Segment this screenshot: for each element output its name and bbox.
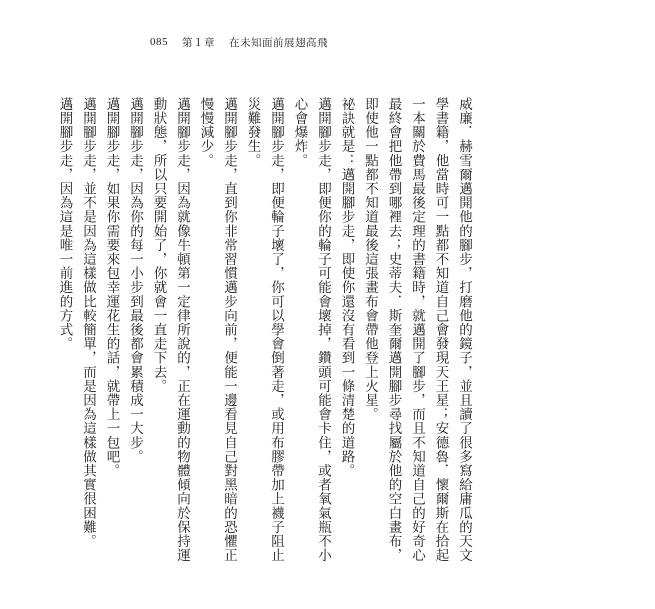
- paragraph-8: 邁開腳步走，如果你需要來包幸運花生的話，就帶上一包吧。: [103, 97, 120, 478]
- paragraph-10: 邁開腳步走，因為這是唯一前進的方式。: [56, 97, 73, 351]
- paragraph-2: 祕訣就是：邁開腳步走，即使你還沒有看到一條清楚的道路。: [338, 97, 355, 478]
- paragraph-1: 威廉．赫雪爾邁開他的腳步，打磨他的鏡子，並且讀了很多寫給庸瓜的天文學書籍，他當時可一點都不知道自己會發現天王星；安德魯．懷爾斯在拾起一本關於費馬最後定理的書籍時，就邁開了腳步，而且不知道自己的好奇心最終會把他帶到哪裡去；史蒂夫．斯奎爾邁開腳步尋找屬於他的空白畫布，即使他一點都不知道最後這張畫布會帶他登上火星。: [362, 97, 472, 563]
- vertical-body-text: [52, 97, 475, 567]
- paragraph-6: 邁開腳步走，因為就像牛頓第一定律所說的，正在運動的物體傾向於保持運動狀態，所以只要開始了，你就會一直走下去。: [150, 97, 190, 563]
- paragraph-4: 邁開腳步走，即便輪子壞了，你可以學會倒著走，或用布膠帶加上襪子阻止災難發生。: [244, 97, 284, 563]
- chapter-title: 在未知面前展翅高飛: [229, 36, 328, 49]
- chapter-label: 第１章: [182, 36, 215, 49]
- page-number: 085: [150, 36, 168, 48]
- running-header: [150, 34, 328, 50]
- paragraph-3: 邁開腳步走，即便你的輪子可能會壞掉，鑽頭可能會卡住，或者氧氣瓶不小心會爆炸。: [291, 97, 331, 563]
- paragraph-5: 邁開腳步走，直到你非常習慣邁步向前，便能一邊看見自己對黑暗的恐懼正慢慢減少。: [197, 97, 237, 563]
- paragraph-7: 邁開腳步走，因為你的每一小步到最後都會累積成一大步。: [127, 97, 143, 464]
- paragraph-9: 邁開腳步走，並不是因為這樣做比較簡單，而是因為這樣做其實很困難。: [80, 97, 96, 549]
